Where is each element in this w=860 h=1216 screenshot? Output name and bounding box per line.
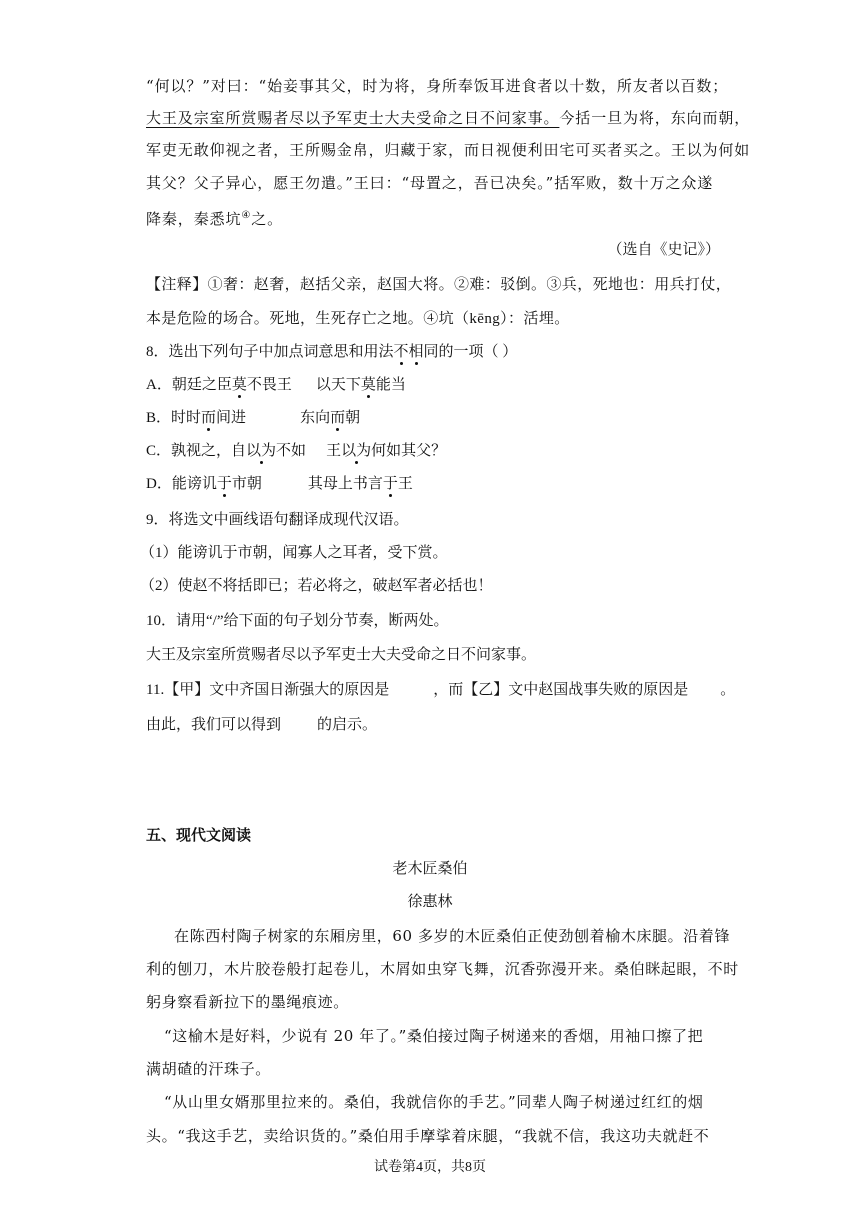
passage-line-4: 其父？父子异心，愿王勿遣。”王曰：“母置之，吾已决矣。”括军败，数十万之众遂	[146, 174, 714, 192]
q8-option-c[interactable]	[146, 441, 446, 461]
option-b-phrase-1: 时时	[171, 410, 202, 426]
passage-line-1: “何以？”对曰：“始妾事其父，时为将，身所奉饭耳进食者以十数，所友者以百数；	[146, 77, 729, 95]
q11-text-a: 11.【甲】文中齐国日渐强大的原因是	[146, 682, 390, 698]
article-p1-line-3: 躬身察看新拉下的墨绳痕迹。	[146, 993, 349, 1011]
article-p2-line-2: 满胡碴的汗珠子。	[146, 1060, 271, 1078]
q11-text-d: 由此，我们可以得到	[146, 717, 282, 733]
option-d-phrase-2-end: 王	[397, 476, 413, 492]
q9-item-2: （2）使赵不将括即已；若必将之，破赵军者必括也！	[140, 578, 493, 594]
q8-stem-text: 8．选出下列句子中加点词意思和用法	[146, 344, 394, 360]
q11-text-e: 的启示。	[317, 717, 378, 733]
passage-line-5-end: 之。	[251, 210, 284, 228]
option-a-phrase-1-end: 不畏王	[246, 377, 292, 393]
option-b-phrase-1-end: 间进	[216, 410, 247, 426]
q11-blank-1[interactable]	[389, 680, 433, 700]
option-d-dotted-2: 于	[382, 476, 398, 492]
option-b-phrase-2-end: 朝	[345, 410, 361, 426]
q8-stem	[146, 342, 517, 362]
option-d-phrase-2: 其母上书言	[307, 476, 383, 492]
passage-source: （选自《史记》）	[607, 242, 720, 258]
q8-stem-end: 同的一项（ ）	[423, 344, 518, 360]
article-title: 老木匠桑伯	[392, 861, 468, 877]
article-p1-line-2: 利的刨刀，木片胶卷般打起卷儿，木屑如虫穿飞舞，沉香弥漫开来。桑伯眯起眼，不时	[146, 960, 739, 978]
q8-stem-dotted-1: 不	[393, 344, 409, 360]
q11-line-2	[146, 715, 377, 735]
option-label: D．	[146, 476, 172, 492]
option-c-phrase-2-end: 何如其父？	[371, 443, 447, 459]
passage-underlined-sentence: 大王及宗室所赏赐者尽以予军吏士大夫受命之日不问家事。	[146, 109, 560, 127]
article-p3-line-1: “从山里女婿那里拉来的。桑伯，我就信你的手艺。”同辈人陶子树递过红红的烟	[164, 1093, 704, 1111]
q8-option-a[interactable]	[146, 375, 406, 395]
passage-line-3: 军吏无敢仰视之者，王所赐金帛，归藏于家，而日视便利田宅可买者买之。王以为何如	[146, 141, 751, 159]
option-b-phrase-2: 东向	[300, 410, 331, 426]
q9-item-1: （1）能谤讥于市朝，闻寡人之耳者，受下赏。	[140, 545, 448, 561]
option-d-dotted-1: 于	[216, 476, 232, 492]
option-label: C．	[146, 443, 172, 459]
passage-line-5-text: 降秦，秦悉坑	[146, 210, 242, 228]
q11-line-1	[146, 680, 735, 700]
option-b-dotted-1: 而	[201, 410, 217, 426]
option-a-dotted-2: 莫	[360, 377, 376, 393]
q11-blank-3[interactable]	[281, 715, 317, 735]
notes-line-2: 本是危险的场合。死地，生死存亡之地。④坑（kēng）：活埋。	[146, 311, 570, 327]
passage-line-2	[146, 108, 750, 128]
page-footer: 试卷第4页，共8页	[374, 1160, 486, 1175]
q11-text-b: ，而【乙】文中赵国战事失败的原因是	[433, 682, 689, 698]
article-p2-line-1: “这榆木是好料，少说有 20 年了。”桑伯接过陶子树递来的香烟，用袖口擦了把	[164, 1027, 704, 1045]
section-heading: 五、现代文阅读	[146, 828, 252, 844]
option-c-phrase-1: 孰视之，自	[171, 443, 247, 459]
option-c-phrase-2: 王	[326, 443, 342, 459]
option-d-phrase-1: 能谤讥	[171, 476, 217, 492]
q10-stem: 10．请用“/”给下面的句子划分节奏，断两处。	[146, 613, 449, 629]
option-c-dotted-2: 以为	[341, 443, 372, 459]
q8-stem-dotted-2: 相	[408, 344, 424, 360]
footnote-marker: ④	[241, 210, 252, 221]
option-label: B．	[146, 410, 172, 426]
article-p3-line-2: 头。“我这手艺，卖给识货的。”桑伯用手摩挲着床腿，“我就不信，我这功夫就赶不	[146, 1127, 710, 1145]
option-d-phrase-1-end: 市朝	[231, 476, 262, 492]
option-a-phrase-2: 以天下	[315, 377, 361, 393]
option-a-dotted-1: 莫	[231, 377, 247, 393]
option-a-phrase-2-end: 能当	[375, 377, 406, 393]
q8-option-b[interactable]	[146, 408, 360, 428]
q11-text-c: 。	[720, 682, 736, 698]
passage-line-2-rest: 今括一旦为将，东向而朝，	[559, 109, 751, 127]
passage-line-5	[146, 206, 283, 229]
option-a-phrase-1: 朝廷之臣	[171, 377, 232, 393]
q10-sentence: 大王及宗室所赏赐者尽以予军吏士大夫受命之日不问家事。	[146, 647, 537, 663]
option-b-dotted-2: 而	[330, 410, 346, 426]
option-c-dotted-1: 以为	[246, 443, 277, 459]
q11-blank-2[interactable]	[688, 680, 720, 700]
notes-line-1: 【注释】①奢：赵奢，赵括父亲，赵国大将。②难：驳倒。③兵，死地也：用兵打仗，	[146, 277, 732, 293]
q9-stem: 9．将选文中画线语句翻译成现代汉语。	[146, 512, 409, 528]
q8-option-d[interactable]	[146, 474, 413, 494]
article-author: 徐惠林	[407, 894, 453, 910]
option-c-phrase-1-end: 不如	[276, 443, 307, 459]
option-label: A．	[146, 377, 172, 393]
article-p1-line-1: 在陈西村陶子树家的东厢房里，60 多岁的木匠桑伯正使劲刨着榆木床腿。沿着锋	[174, 927, 731, 945]
